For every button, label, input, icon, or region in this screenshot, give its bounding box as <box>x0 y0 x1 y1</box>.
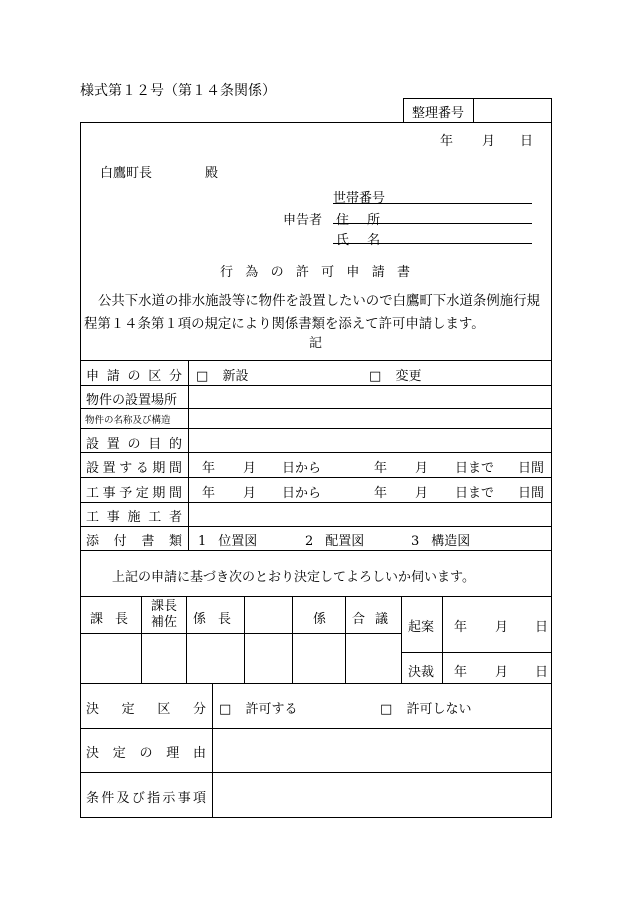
attachment-1: 1 位置図 <box>198 534 258 549</box>
attachment-3: 3 構造図 <box>411 534 471 549</box>
kian-kessai-line <box>401 652 552 653</box>
kikan-to-month[interactable]: 月 <box>415 461 429 476</box>
household-number-line <box>333 203 532 204</box>
permit-label: 許可する <box>245 702 298 717</box>
yotei-to-month[interactable]: 月 <box>415 486 429 501</box>
header-year: 年 <box>440 134 454 149</box>
kessai-month[interactable]: 月 <box>495 665 509 680</box>
yotei-label: 工 事 予 定 期 間 <box>86 486 182 501</box>
kessai-day[interactable]: 日 <box>535 665 549 680</box>
row-line <box>80 408 552 409</box>
kikan-from-month[interactable]: 月 <box>243 461 257 476</box>
hosa-stamp-cell[interactable] <box>143 635 184 681</box>
yotei-from-month[interactable]: 月 <box>243 486 257 501</box>
kian-year[interactable]: 年 <box>454 620 468 635</box>
seiri-field[interactable] <box>480 100 546 120</box>
stamp-col-line <box>292 596 293 683</box>
meisho-field[interactable] <box>192 410 548 426</box>
kian-day[interactable]: 日 <box>535 620 549 635</box>
basho-label: 物件の設置場所 <box>86 393 178 408</box>
checkbox-icon: □ <box>380 702 393 717</box>
kakaricho-stamp-cell[interactable] <box>188 635 242 681</box>
decision-reason-field[interactable] <box>216 731 548 769</box>
row-line <box>80 502 552 503</box>
sekosha-label: 工 事 施 工 者 <box>86 510 182 525</box>
stamp-col-line <box>345 596 346 683</box>
extra-stamp-cell[interactable] <box>246 598 290 681</box>
form-label: 様式第１２号（第１４条関係） <box>80 83 276 99</box>
hosa-label: 課長 補佐 <box>151 599 178 630</box>
kikan-from-year[interactable]: 年 <box>202 461 216 476</box>
kikan-to-year[interactable]: 年 <box>374 461 388 476</box>
name-label-1: 氏 <box>336 233 350 248</box>
row-line <box>80 385 552 386</box>
body-line-2: 程第１４条第１項の規定により関係書類を添えて許可申請します。 <box>84 317 485 332</box>
name-label-2: 名 <box>367 233 381 248</box>
label-column-line <box>188 360 189 550</box>
gogi-stamp-cell[interactable] <box>347 635 399 681</box>
seiri-label: 整理番号 <box>412 106 465 121</box>
meisho-label: 物件の名称及び構造 <box>85 415 171 426</box>
row-line <box>80 452 552 453</box>
basho-field[interactable] <box>192 388 548 406</box>
yotei-from-year[interactable]: 年 <box>202 486 216 501</box>
conditions-label: 条 件 及 び 指 示 事 項 <box>86 791 206 806</box>
attachment-2: 2 配置図 <box>305 534 365 549</box>
kessai-year[interactable]: 年 <box>454 665 468 680</box>
kakari-stamp-cell[interactable] <box>294 635 343 681</box>
stamp-col-line <box>442 596 443 683</box>
row-line <box>80 683 552 684</box>
document-title: 行 為 の 許 可 申 請 書 <box>220 265 410 280</box>
stamp-col-line <box>401 596 402 683</box>
stamp-col-line <box>141 596 142 683</box>
header-day: 日 <box>520 134 534 149</box>
yotei-from-day[interactable]: 日から <box>282 486 322 501</box>
header-month: 月 <box>482 134 496 149</box>
deny-checkbox[interactable] <box>380 698 471 717</box>
divider <box>473 98 474 123</box>
tempu-label: 添 付 書 類 <box>86 534 182 549</box>
decision-reason-label: 決 定 の 理 由 <box>86 746 206 761</box>
kikan-label: 設 置 す る 期 間 <box>86 461 182 476</box>
kakari-label: 係 <box>313 612 327 627</box>
row-line <box>80 428 552 429</box>
kacho-stamp-cell[interactable] <box>82 635 139 681</box>
yotei-to-year[interactable]: 年 <box>374 486 388 501</box>
kikan-days[interactable]: 日間 <box>518 461 545 476</box>
address-label-2: 所 <box>367 213 381 228</box>
deny-label: 許可しない <box>406 702 472 717</box>
ki-label: 記 <box>309 336 323 351</box>
row-line <box>80 360 552 361</box>
decision-col-line <box>212 683 213 817</box>
row-line <box>80 772 552 773</box>
yotei-to-day[interactable]: 日まで <box>455 486 495 501</box>
stamp-col-line <box>244 596 245 683</box>
gogi-label: 合 議 <box>352 612 389 627</box>
kian-month[interactable]: 月 <box>495 620 509 635</box>
change-checkbox[interactable] <box>369 365 421 384</box>
row-line <box>80 596 552 597</box>
approval-request-text: 上記の申請に基づき次のとおり決定してよろしいか伺います。 <box>112 570 475 585</box>
kubun-label: 申 請 の 区 分 <box>86 369 182 384</box>
yotei-days[interactable]: 日間 <box>518 486 545 501</box>
kakaricho-label: 係 長 <box>193 612 232 627</box>
household-number-field[interactable] <box>333 187 532 206</box>
permit-checkbox[interactable] <box>219 698 297 717</box>
kikan-to-day[interactable]: 日まで <box>455 461 495 476</box>
change-label: 変更 <box>395 369 422 384</box>
checkbox-icon: □ <box>369 369 382 384</box>
mokuteki-label: 設 置 の 目 的 <box>86 437 182 452</box>
stamp-col-line <box>186 596 187 683</box>
decision-kubun-label: 決 定 区 分 <box>86 702 206 717</box>
kikan-from-day[interactable]: 日から <box>282 461 322 476</box>
address-line <box>333 223 532 224</box>
mayor-label: 白鷹町長 <box>100 166 153 181</box>
body-line-1: 公共下水道の排水施設等に物件を設置したいので白鷹町下水道条例施行規 <box>98 294 540 309</box>
new-label: 新設 <box>222 369 249 384</box>
sekosha-field[interactable] <box>192 504 548 524</box>
kacho-label: 課 長 <box>90 612 129 627</box>
checkbox-icon: □ <box>196 369 209 384</box>
row-line <box>80 526 552 527</box>
address-label-1: 住 <box>336 213 350 228</box>
conditions-field[interactable] <box>216 775 548 815</box>
checkbox-icon: □ <box>219 702 232 717</box>
row-line <box>80 728 552 729</box>
kessai-label: 決裁 <box>408 665 435 680</box>
kian-label: 起案 <box>408 620 435 635</box>
new-checkbox[interactable] <box>196 365 248 384</box>
applicant-label: 申告者 <box>283 213 323 228</box>
honorific: 殿 <box>205 166 219 181</box>
row-line <box>80 477 552 478</box>
stamp-header-line <box>80 633 401 634</box>
name-line <box>333 243 532 244</box>
mokuteki-field[interactable] <box>192 431 548 450</box>
row-line <box>80 550 552 551</box>
household-number-label: 世帯番号 <box>333 191 386 206</box>
